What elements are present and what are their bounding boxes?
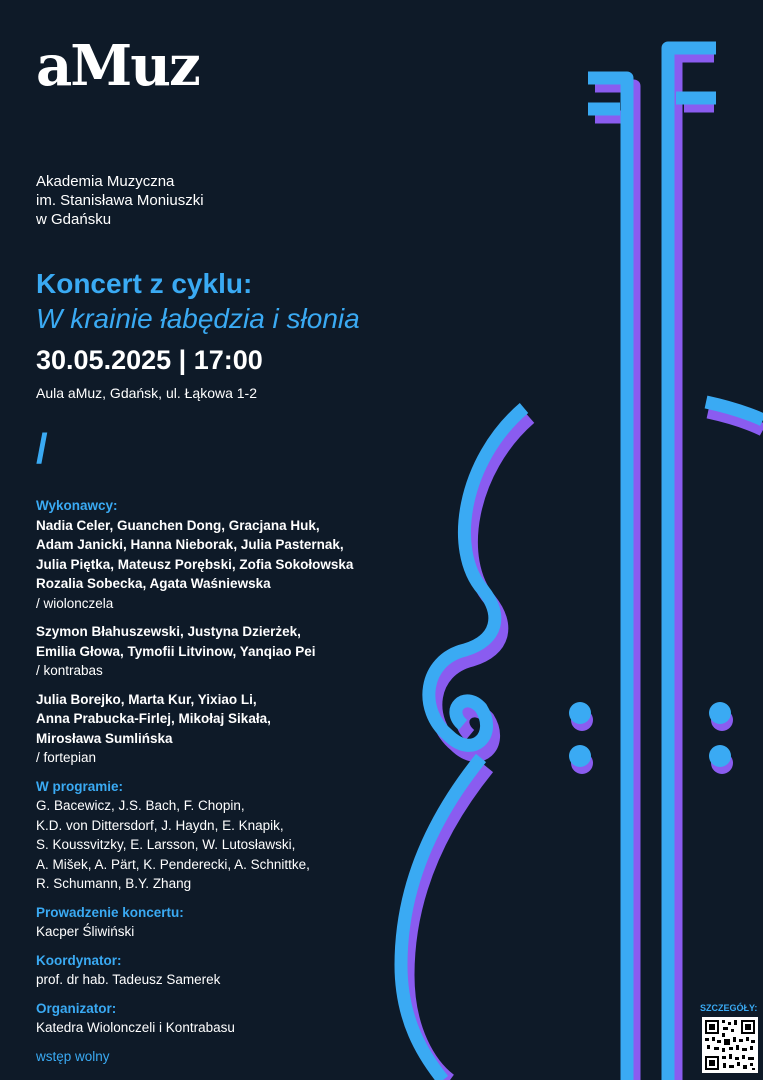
performer-names: Julia Borejko, Marta Kur, Yixiao Li, <box>36 691 257 707</box>
performer-names: Nadia Celer, Guanchen Dong, Gracjana Huk, <box>36 517 320 533</box>
performer-names: Anna Prabucka-Firlej, Mikołaj Sikała, <box>36 711 271 726</box>
dot <box>709 745 731 767</box>
program-composers: A. Mišek, A. Pärt, K. Penderecki, A. Schnittke, <box>36 856 310 872</box>
performer-names: Mirosława Sumlińska <box>36 730 173 746</box>
institution-line: Akademia Muzyczna <box>36 173 175 190</box>
instrument-label: / wiolonczela <box>36 595 114 611</box>
sound-hole-dots <box>569 702 733 774</box>
organizer-name: Katedra Wiolonczeli i Kontrabasu <box>36 1020 235 1035</box>
program-composers: K.D. von Dittersdorf, J. Haydn, E. Knapik, <box>36 817 284 833</box>
cello-main-layer <box>401 48 763 1080</box>
qr-code-icon[interactable] <box>702 1017 758 1073</box>
performer-names: Emilia Głowa, Tymofii Litvinow, Yanqiao Pei <box>36 643 316 659</box>
performer-names: Rozalia Sobecka, Agata Waśniewska <box>36 576 271 591</box>
performer-names: Szymon Błahuszewski, Justyna Dzierżek, <box>36 624 301 639</box>
instrument-label: / fortepian <box>36 750 97 765</box>
details-label: SZCZEGÓŁY: <box>700 1003 758 1013</box>
program-composers: R. Schumann, B.Y. Zhang <box>36 876 192 891</box>
cello-shadow-layer <box>408 56 763 1080</box>
program-heading: W programie: <box>36 778 124 794</box>
slash-divider: / <box>36 425 48 472</box>
host-heading: Prowadzenie koncertu: <box>36 904 184 920</box>
institution-line: w Gdańsku <box>36 211 112 228</box>
host-name: Kacper Śliwiński <box>36 924 135 939</box>
instrument-label: / kontrabas <box>36 663 103 678</box>
performers-heading: Wykonawcy: <box>36 498 118 513</box>
institution-line: im. Stanisława Moniuszki <box>36 192 204 209</box>
dot <box>569 702 591 724</box>
concert-title: W krainie łabędzia i słonia <box>36 303 360 334</box>
concert-series-label: Koncert z cyklu: <box>36 268 253 299</box>
performer-names: Julia Piętka, Mateusz Porębski, Zofia Sokołowska <box>36 556 354 572</box>
free-entry-note: wstęp wolny <box>36 1048 110 1064</box>
concert-datetime: 30.05.2025 | 17:00 <box>36 345 263 375</box>
amuz-logo: aMuz <box>36 33 199 99</box>
coordinator-heading: Koordynator: <box>36 952 122 968</box>
performer-names: Adam Janicki, Hanna Nieborak, Julia Pasternak, <box>36 537 344 552</box>
organizer-heading: Organizator: <box>36 1000 117 1016</box>
coordinator-name: prof. dr hab. Tadeusz Samerek <box>36 972 221 987</box>
dot <box>709 702 731 724</box>
concert-venue: Aula aMuz, Gdańsk, ul. Łąkowa 1-2 <box>36 385 258 401</box>
program-composers: S. Koussvitzky, E. Larsson, W. Lutosławski, <box>36 837 296 852</box>
program-composers: G. Bacewicz, J.S. Bach, F. Chopin, <box>36 798 245 813</box>
dot <box>569 745 591 767</box>
